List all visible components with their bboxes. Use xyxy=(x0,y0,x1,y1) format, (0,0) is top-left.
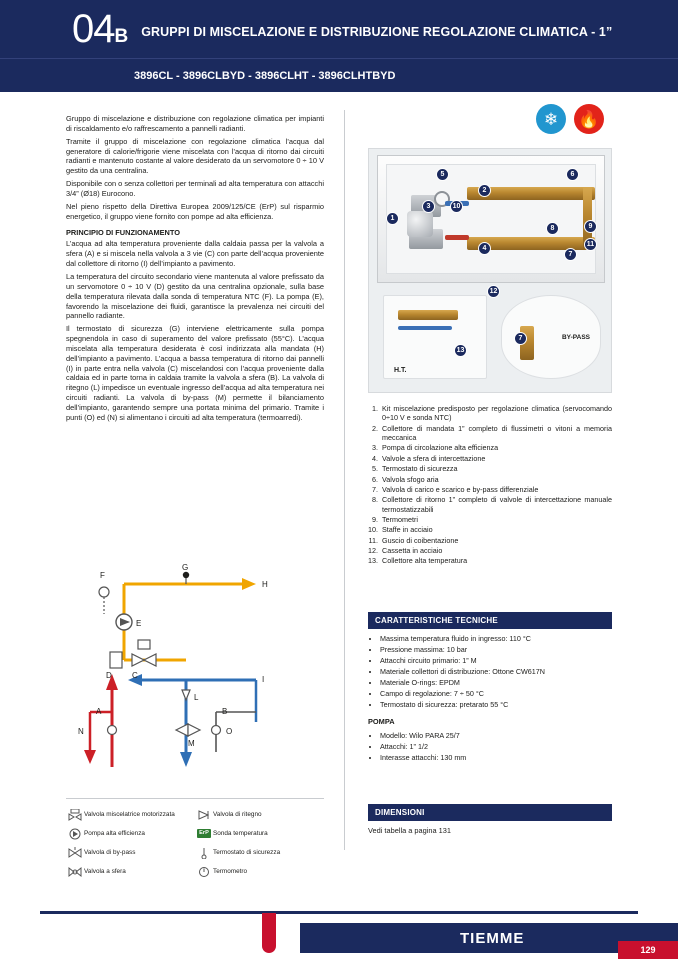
symbol-item xyxy=(66,824,195,843)
ht-blue-pipe xyxy=(398,326,452,330)
legend-item xyxy=(368,556,612,565)
symbol-label: Valvola miscelatrice motorizzata xyxy=(84,810,175,818)
legend-text: Cassetta in acciaio xyxy=(382,546,443,556)
symbol-label: Valvola a sfera xyxy=(84,867,126,875)
legend-item xyxy=(368,515,612,524)
high-efficiency-pump-icon xyxy=(66,827,84,841)
legend-item xyxy=(368,424,612,443)
legend-number: 1. xyxy=(372,404,378,413)
motorized-mixing-valve-icon xyxy=(66,808,84,822)
svg-text:F: F xyxy=(100,571,105,580)
spec-item: • Attacchi circuito primario: 1” M xyxy=(380,656,612,666)
chapter-number xyxy=(72,9,127,49)
legend-number: 10. xyxy=(368,525,378,535)
symbol-item xyxy=(195,843,324,862)
ball-valve-icon xyxy=(66,865,84,879)
bypass-detail xyxy=(501,295,601,379)
page-header xyxy=(0,0,678,92)
snowflake-icon: ❄ xyxy=(536,104,566,134)
principle-text xyxy=(66,239,324,422)
symbol-label: Valvola di by-pass xyxy=(84,848,136,856)
dimensions-block xyxy=(368,804,612,835)
legend-text: Termostato di sicurezza xyxy=(382,464,458,474)
specs-heading: CARATTERISTICHE TECNICHE xyxy=(368,612,612,629)
legend-text: Valvola di carico e scarico e by-pass differenziale xyxy=(382,484,539,494)
callout-marker: 2 xyxy=(478,184,491,197)
pump-item: • Attacchi: 1” 1/2 xyxy=(380,742,612,752)
spec-item: • Pressione massima: 10 bar xyxy=(380,645,612,655)
ht-label: H.T. xyxy=(394,367,407,374)
symbol-item xyxy=(66,805,195,824)
intro-paragraph-3: Disponibile con o senza collettori per terminali ad alta temperatura con attacchi 3/4” (Ø18) Eurocono. xyxy=(66,179,324,198)
legend-text: Termometri xyxy=(382,514,418,524)
bypass-valve-icon xyxy=(66,846,84,860)
pump-list xyxy=(368,731,612,763)
principle-paragraph-1: L’acqua ad alta temperatura proveniente dalla caldaia passa per la valvola a sfera (A) e si miscela nella valvola a 3 vie (C) con parte dell’acqua proveniente dal collettore di ritorno (I) dell’impianto a pavimento. xyxy=(66,239,324,269)
circulation-pump xyxy=(407,211,433,237)
header-main xyxy=(0,0,678,58)
svg-text:O: O xyxy=(226,727,233,736)
symbol-label: Valvola di ritegno xyxy=(213,810,262,818)
svg-text:D: D xyxy=(106,671,112,680)
footer-rule xyxy=(40,911,638,914)
intro-paragraph-4: Nel pieno rispetto della Direttiva Europea 2009/125/CE (ErP) sul risparmio energetico, il gruppo viene fornito con pompe ad alta efficienza. xyxy=(66,201,324,221)
symbol-item xyxy=(195,862,324,881)
hydraulic-schematic xyxy=(66,562,322,792)
legend-number: 13. xyxy=(368,556,378,566)
check-valve-icon xyxy=(195,808,213,822)
legend-item xyxy=(368,546,612,555)
page-number: 129 xyxy=(618,941,678,959)
intro-text xyxy=(66,114,324,221)
callout-marker: 12 xyxy=(487,285,500,298)
principle-paragraph-2: La temperatura del circuito secondario viene mantenuta al valore prefissato da un servomotore 0 ÷ 10 V (D) gestito da una centralina opzionale, sulla base della temperatura rilevata dalla sonda di temperatura NTC (F). La pompa (E), favorendo la miscelazione dei fluidi, garantisce la prevalenza nei circuiti del pannello radiante. xyxy=(66,271,324,321)
legend-item xyxy=(368,536,612,545)
intro-paragraph-1: Gruppo di miscelazione e distribuzione con regolazione climatica per impianti di riscaldamento e/o raffrescamento a pannelli radianti. xyxy=(66,114,324,133)
symbol-label: Termostato di sicurezza xyxy=(213,848,281,856)
schematic-svg xyxy=(66,562,322,792)
callout-marker: 11 xyxy=(584,238,597,251)
legend-item xyxy=(368,525,612,534)
callout-marker: 4 xyxy=(478,242,491,255)
legend-number: 12. xyxy=(368,546,378,556)
intro-paragraph-2: Tramite il gruppo di miscelazione con regolazione climatica l’acqua dal generatore di calorie/frigorie viene miscelata con l’acqua di ritorno dai circuiti radianti e mantenuto costante al valore desiderato da un servomotore 0 ÷ 10 V gestito da una centralina. xyxy=(66,136,324,176)
symbol-item xyxy=(66,843,195,862)
legend-text: Kit miscelazione predisposto per regolazione climatica (servocomando 0÷10 V e sonda NTC) xyxy=(382,404,612,423)
page-title: GRUPPI DI MISCELAZIONE E DISTRIBUZIONE REGOLAZIONE CLIMATICA - 1” xyxy=(141,25,613,39)
symbol-label: Pompa alta efficienza xyxy=(84,829,145,837)
callout-marker: 9 xyxy=(584,220,597,233)
callout-marker: 7 xyxy=(514,332,527,345)
legend-number: 3. xyxy=(372,443,378,453)
legend-text: Collettore alta temperatura xyxy=(382,556,468,566)
legend-number: 2. xyxy=(372,423,378,433)
symbol-item xyxy=(66,862,195,881)
legend-text: Collettore di mandata 1” completo di flussimetri o vitoni a memoria meccanica xyxy=(382,423,612,443)
dimensions-heading: DIMENSIONI xyxy=(368,804,612,821)
symbol-legend xyxy=(66,798,324,881)
header-codes-band xyxy=(0,58,678,92)
column-divider xyxy=(344,110,345,850)
chapter-number-value: 04 xyxy=(72,7,115,51)
legend-text: Pompa di circolazione alta efficienza xyxy=(382,443,499,453)
callout-marker: 7 xyxy=(564,248,577,261)
symbol-grid xyxy=(66,805,324,881)
temperature-probe-icon xyxy=(195,827,213,841)
flame-icon: 🔥 xyxy=(574,104,604,134)
bypass-label: BY-PASS xyxy=(561,334,590,341)
legend-text: Staffe in acciaio xyxy=(382,525,433,535)
high-temperature-detail xyxy=(383,295,487,379)
safety-thermostat-icon xyxy=(195,846,213,860)
svg-text:G: G xyxy=(182,563,189,572)
legend-text: Collettore di ritorno 1” completo di valvole di intercettazione manuale termostatizzabili xyxy=(382,495,612,514)
left-column xyxy=(66,114,324,426)
dimensions-text: Vedi tabella a pagina 131 xyxy=(368,826,452,835)
red-pipe xyxy=(445,235,469,240)
pump-item: • Interasse attacchi: 130 mm xyxy=(380,753,612,763)
spec-item: • Massima temperatura fluido in ingresso: 110 °C xyxy=(380,634,612,644)
product-photo xyxy=(368,148,612,393)
symbol-label: Sonda temperatura xyxy=(213,829,268,837)
erp-tag: ErP xyxy=(199,830,209,837)
specs-list xyxy=(368,634,612,710)
spec-item: • Materiale O-rings: EPDM xyxy=(380,678,612,688)
legend-item xyxy=(368,495,612,514)
svg-text:M: M xyxy=(188,739,195,748)
legend-item xyxy=(368,475,612,484)
ht-manifold xyxy=(398,310,458,320)
svg-text:E: E xyxy=(136,619,142,628)
svg-text:I: I xyxy=(262,675,265,684)
svg-text:C: C xyxy=(132,671,138,680)
legend-number: 11. xyxy=(368,535,378,545)
callout-marker: 5 xyxy=(436,168,449,181)
page-content xyxy=(0,92,678,912)
legend-number: 5. xyxy=(372,464,378,474)
page-footer xyxy=(0,911,678,959)
footer-red-tab xyxy=(262,913,276,953)
legend-number: 6. xyxy=(372,474,378,484)
pump-item: • Modello: Wilo PARA 25/7 xyxy=(380,731,612,741)
svg-text:H: H xyxy=(262,580,268,589)
spec-item: • Campo di regolazione: 7 ÷ 50 °C xyxy=(380,689,612,699)
pump-heading: POMPA xyxy=(368,717,395,727)
callout-marker: 3 xyxy=(422,200,435,213)
svg-text:L: L xyxy=(194,693,199,702)
symbol-item xyxy=(195,805,324,824)
legend-text: Valvole a sfera di intercettazione xyxy=(382,453,486,463)
legend-item xyxy=(368,454,612,463)
callout-marker: 8 xyxy=(546,222,559,235)
symbol-label: Termometro xyxy=(213,867,248,875)
application-badges xyxy=(536,104,604,134)
svg-text:A: A xyxy=(96,707,102,716)
legend-number: 7. xyxy=(372,484,378,494)
callout-marker: 13 xyxy=(454,344,467,357)
technical-specifications xyxy=(368,612,612,764)
product-codes: 3896CL - 3896CLBYD - 3896CLHT - 3896CLHTBYD xyxy=(134,69,396,82)
legend-number: 4. xyxy=(372,453,378,463)
legend-item xyxy=(368,464,612,473)
callout-marker: 6 xyxy=(566,168,579,181)
product-cabinet xyxy=(377,155,605,283)
svg-text:B: B xyxy=(222,707,228,716)
legend-number: 9. xyxy=(372,514,378,524)
svg-text:N: N xyxy=(78,727,84,736)
legend-item xyxy=(368,485,612,494)
tiemme-footer-logo: TIEMME xyxy=(460,929,525,947)
spec-item: • Termostato di sicurezza: pretarato 55 °C xyxy=(380,700,612,710)
component-legend xyxy=(368,404,612,567)
callout-marker: 1 xyxy=(386,212,399,225)
legend-text: Guscio di coibentazione xyxy=(382,535,459,545)
legend-text: Valvola sfogo aria xyxy=(382,474,439,484)
legend-number: 8. xyxy=(372,495,378,505)
symbol-item xyxy=(195,824,324,843)
chapter-number-suffix: B xyxy=(114,26,128,47)
principle-heading: PRINCIPIO DI FUNZIONAMENTO xyxy=(66,228,181,238)
spec-item: • Materiale collettori di distribuzione: Ottone CW617N xyxy=(380,667,612,677)
thermometer-icon xyxy=(195,865,213,879)
legend-item xyxy=(368,404,612,423)
callout-marker: 10 xyxy=(450,200,463,213)
legend-item xyxy=(368,443,612,452)
principle-paragraph-3: Il termostato di sicurezza (G) interviene elettricamente sulla pompa spegnendola in caso di superamento del valore prefissato (55°C). L’acqua miscelata alla temperatura desiderata è così indirizzata alla mandata (H) dell’impianto a pavimento. L’acqua a bassa temperatura di ritorno dai pannelli (I) in parte entra nella valvola (C) miscelandosi con l’acqua proveniente dalla caldaia ed in parte torna in caldaia tramite la valvola a sfera (B). La valvola di ritegno (L) impedisce un eventuale ingresso dell’acqua ad alta temperatura nei circuiti radianti. La valvola di by-pass (M) permette il bilanciamento dell’impianto, garantendo sempre una portata minima del primario. Tramite i punti (O) ed (N) si alimentano i circuiti ad alta temperatura (termoarredi). xyxy=(66,324,324,422)
